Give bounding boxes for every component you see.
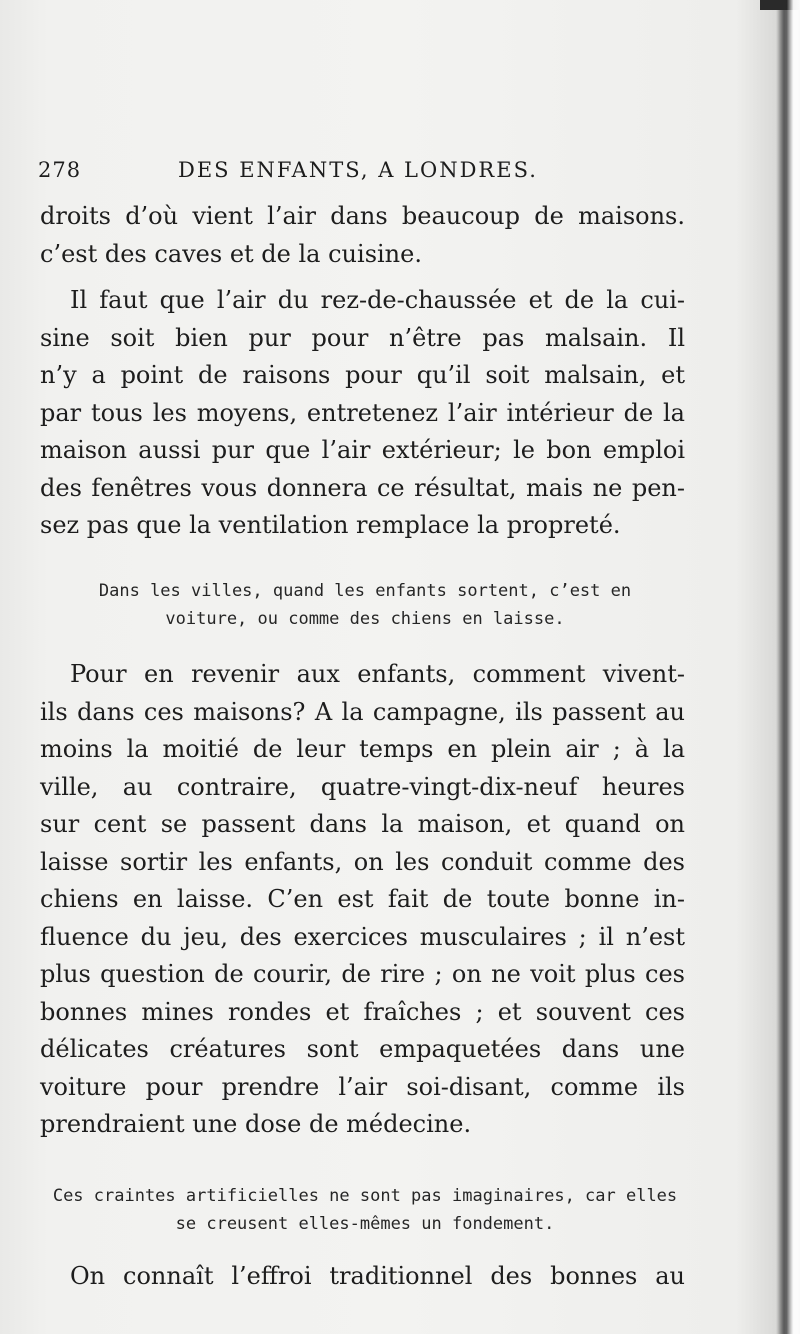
text-line: maison aussi pur que l’air extérieur; le bon emploi — [40, 436, 685, 464]
text-line: chiens en laisse. C’en est fait de toute bonne in- — [40, 885, 685, 913]
text-line: bonnes mines rondes et fraîches ; et souvent ces — [40, 997, 685, 1026]
text-line: plus question de courir, de rire ; on ne voit plus ces — [40, 960, 685, 988]
paragraph-fear — [40, 1258, 685, 1296]
section-summary — [45, 577, 685, 633]
text-line: ils dans ces maisons? A la campagne, ils passent au — [40, 697, 685, 726]
paragraph-ventilation — [40, 282, 685, 545]
page-edge-shadow — [778, 0, 800, 1334]
summary-line: voiture, ou comme des chiens en laisse. — [165, 609, 565, 629]
section-summary — [45, 1182, 685, 1238]
text-line: délicates créatures sont empaquetées dans une — [40, 1035, 685, 1063]
text-line: n’y a point de raisons pour qu’il soit malsain, et — [40, 361, 685, 389]
text-line: ville, au contraire, quatre-vingt-dix-neuf heures — [40, 772, 685, 801]
text-line: On connaît l’effroi traditionnel des bonnes au — [70, 1262, 685, 1290]
text-line: fluence du jeu, des exercices musculaires ; il n’est — [40, 922, 685, 951]
text-line: sine soit bien pur pour n’être pas malsain. Il — [40, 323, 685, 352]
text-line: par tous les moyens, entretenez l’air intérieur de la — [40, 398, 685, 427]
text-line: c’est des caves et de la cuisine. — [40, 239, 422, 268]
running-title: DES ENFANTS, A LONDRES. — [178, 158, 538, 182]
text-line: sez pas que la ventilation remplace la propreté. — [40, 511, 621, 539]
summary-line: Ces craintes artificielles ne sont pas imaginaires, car elles — [52, 1186, 678, 1206]
text-line: Il faut que l’air du rez-de-chaussée et de la cui- — [70, 286, 685, 314]
running-header — [38, 158, 678, 188]
text-line: droits d’où vient l’air dans beaucoup de maisons. — [40, 202, 685, 230]
text-line: sur cent se passent dans la maison, et quand on — [40, 810, 685, 838]
summary-line: Dans les villes, quand les enfants sortent, c’est en — [98, 581, 632, 601]
text-line: moins la moitié de leur temps en plein air ; à la — [40, 735, 685, 763]
text-line: laisse sortir les enfants, on les conduit comme des — [40, 847, 685, 876]
text-line: des fenêtres vous donnera ce résultat, mais ne pen- — [40, 473, 685, 502]
summary-line: se creusent elles-mêmes un fondement. — [175, 1214, 555, 1234]
text-line: prendraient une dose de médecine. — [40, 1110, 472, 1138]
paragraph-continued — [40, 198, 685, 273]
text-line: Pour en revenir aux enfants, comment vivent- — [70, 660, 685, 688]
text-line: voiture pour prendre l’air soi-disant, comme ils — [40, 1072, 685, 1101]
paragraph-children — [40, 656, 685, 1144]
page-number: 278 — [38, 158, 82, 182]
